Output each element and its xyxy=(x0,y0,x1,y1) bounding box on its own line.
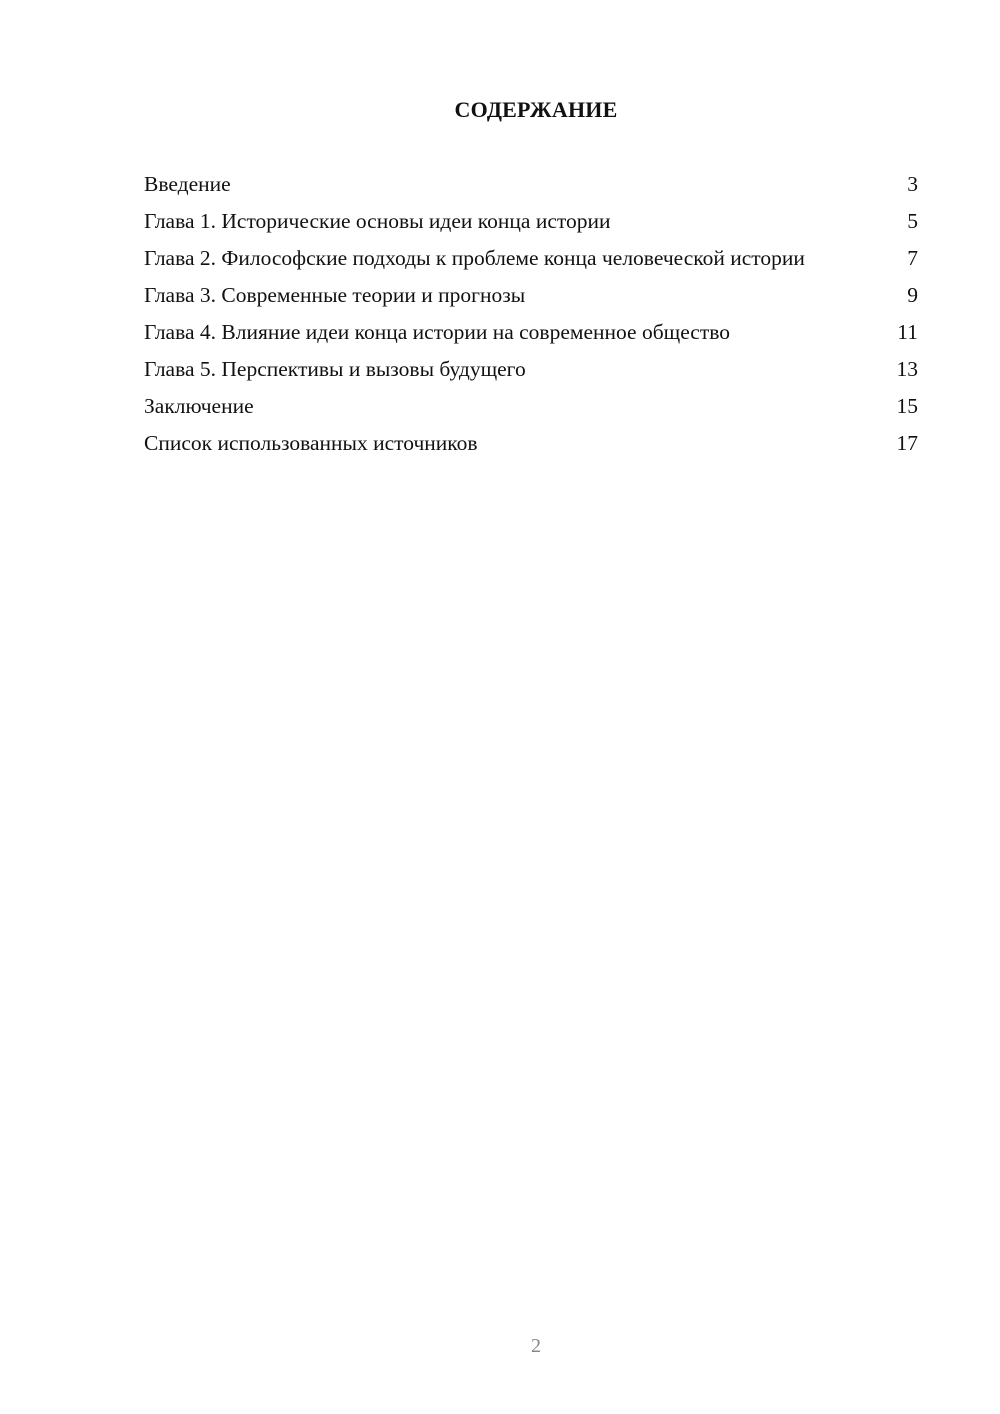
toc-entry-page: 9 xyxy=(907,283,918,307)
toc-entry-introduction xyxy=(144,171,918,197)
toc-entry-chapter-3 xyxy=(144,282,918,308)
toc-entry-label: Глава 2. Философские подходы к проблеме конца человеческой истории xyxy=(144,246,805,270)
toc-entry-label: Список использованных источников xyxy=(144,431,478,455)
toc-entry-chapter-1 xyxy=(144,208,918,234)
toc-entry-conclusion xyxy=(144,393,918,419)
toc-entry-chapter-2 xyxy=(144,245,918,271)
toc-entry-page: 7 xyxy=(907,246,918,270)
toc-entry-page: 13 xyxy=(896,357,918,381)
toc-entry-page: 17 xyxy=(896,431,918,455)
toc-entry-label: Глава 3. Современные теории и прогнозы xyxy=(144,283,526,307)
toc-entry-page: 15 xyxy=(896,394,918,418)
table-of-contents xyxy=(144,171,918,467)
toc-entry-label: Глава 4. Влияние идеи конца истории на современное общество xyxy=(144,320,730,344)
toc-entry-chapter-4 xyxy=(144,319,918,345)
toc-entry-label: Введение xyxy=(144,172,231,196)
toc-entry-label: Глава 5. Перспективы и вызовы будущего xyxy=(144,357,526,381)
toc-entry-page: 5 xyxy=(907,209,918,233)
page-number: 2 xyxy=(531,1335,541,1357)
toc-entry-page: 3 xyxy=(907,172,918,196)
toc-entry-references xyxy=(144,430,918,456)
page-title: СОДЕРЖАНИЕ xyxy=(454,97,618,122)
toc-entry-page: 11 xyxy=(897,320,918,344)
toc-entry-chapter-5 xyxy=(144,356,918,382)
toc-entry-label: Заключение xyxy=(144,394,254,418)
toc-entry-label: Глава 1. Исторические основы идеи конца истории xyxy=(144,209,611,233)
